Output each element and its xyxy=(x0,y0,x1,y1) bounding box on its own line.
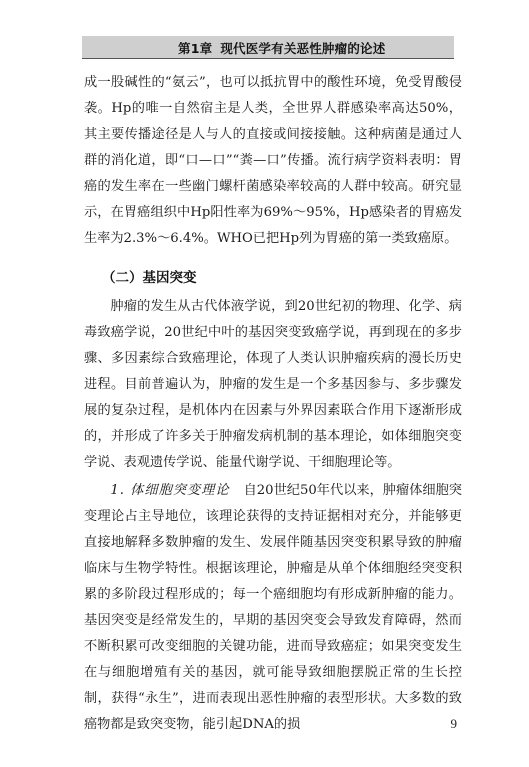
paragraph-tumor-theories xyxy=(84,294,462,476)
section-heading: （二）基因突变 xyxy=(102,270,197,286)
paragraph-text: 肿瘤的发生从古代体液学说，到20世纪初的物理、化学、病毒致癌学说，20世纪中叶的基因突变致癌学说，再到现在的多步骤、多因素综合致癌理论，体现了人类认识肿瘤疾病的漫长历史进程。目前普遍认为，肿瘤的发生是一个多基因参与、多步骤发展的复杂过程，是机体内在因素与外界因素联合作用下逐渐形成的，并形成了许多关于肿瘤发病机制的基本理论，如体细胞突变学说、表观遗传学说、能量代谢学说、干细胞理论等。 xyxy=(84,299,462,470)
paragraph-body xyxy=(84,478,462,738)
running-header xyxy=(178,39,385,57)
paragraph-text: 自20世纪50年代以来，肿瘤体细胞突变理论占主导地位，该理论获得的支持证据相对充分，并能够更直接地解释多数肿瘤的发生、发展伴随基因突变积累导致的肿瘤临床与生物学特性。根据该理论，肿瘤是从单个体细胞经突变积累的多阶段过程形成的；每一个癌细胞均有形成新肿瘤的能力。基因突变是经常发生的，早期的基因突变会导致发育障碍，然而不断积累可改变细胞的关键功能，进而导致癌症；如果突变发生在与细胞增殖有关的基因，就可能导致细胞摆脱正常的生长控制，获得“永生”，进而表现出恶性肿瘤的表型形状。大多数的致癌物都是致突变物，能引起DNA的损 xyxy=(84,483,462,732)
page-number: 9 xyxy=(450,716,457,731)
header-rule xyxy=(82,58,454,59)
chapter-number: 第1章 xyxy=(178,41,213,56)
paragraph-text: 成一股碱性的“氨云”，也可以抵抗胃中的酸性环境，免受胃酸侵袭。Hp的唯一自然宿主是人类，全世界人群感染率高达50%，其主要传播途径是人与人的直接或间接接触。这种病菌是通过人群的消化道，即“口—口”“粪—口”传播。流行病学资料表明：胃癌的发生率在一些幽门螺杆菌感染率较高的人群中较高。研究显示，在胃癌组织中Hp阳性率为69%～95%，Hp感染者的胃癌发生率为2.3%～6.4%。WHO已把Hp列为胃癌的第一类致癌原。 xyxy=(84,75,462,246)
paragraph-somatic-mutation xyxy=(84,478,462,738)
paragraph-hp-infection xyxy=(84,70,462,252)
chapter-title: 现代医学有关恶性肿瘤的论述 xyxy=(220,41,386,56)
subsection-label: 1. 体细胞突变理论 xyxy=(110,483,230,498)
